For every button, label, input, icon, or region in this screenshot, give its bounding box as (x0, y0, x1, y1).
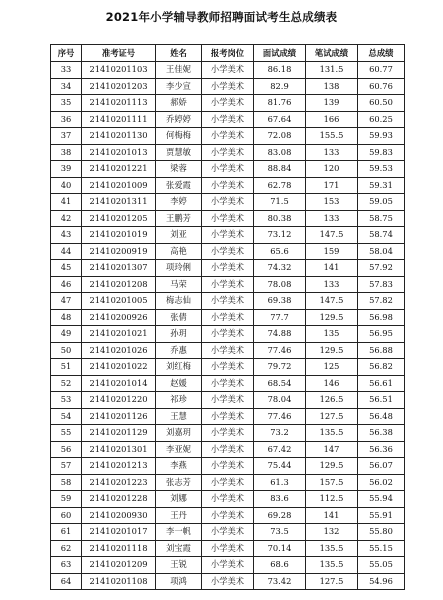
cell-seq: 44 (51, 243, 82, 260)
cell-total-score: 60.76 (358, 78, 405, 95)
cell-interview-score: 80.38 (254, 210, 306, 227)
cell-total-score: 58.75 (358, 210, 405, 227)
cell-written-score: 127.5 (306, 573, 358, 590)
cell-name: 刘娜 (156, 491, 202, 508)
table-row (51, 78, 405, 95)
table-row (51, 62, 405, 79)
cell-ticket-no: 21410201108 (82, 573, 156, 590)
table-row (51, 441, 405, 458)
cell-written-score: 132 (306, 524, 358, 541)
cell-seq: 34 (51, 78, 82, 95)
cell-total-score: 60.77 (358, 62, 405, 79)
table-row (51, 276, 405, 293)
table-row (51, 359, 405, 376)
cell-total-score: 56.61 (358, 375, 405, 392)
cell-interview-score: 73.2 (254, 425, 306, 442)
cell-position: 小学美术 (202, 194, 254, 211)
cell-position: 小学美术 (202, 260, 254, 277)
cell-interview-score: 70.14 (254, 540, 306, 557)
cell-seq: 53 (51, 392, 82, 409)
cell-interview-score: 77.7 (254, 309, 306, 326)
cell-name: 祁珍 (156, 392, 202, 409)
cell-seq: 46 (51, 276, 82, 293)
cell-written-score: 129.5 (306, 309, 358, 326)
cell-ticket-no: 21410201019 (82, 227, 156, 244)
cell-written-score: 147.5 (306, 293, 358, 310)
cell-total-score: 60.50 (358, 95, 405, 112)
cell-ticket-no: 21410201220 (82, 392, 156, 409)
cell-position: 小学美术 (202, 62, 254, 79)
cell-ticket-no: 21410200919 (82, 243, 156, 260)
cell-position: 小学美术 (202, 293, 254, 310)
cell-name: 乔婷婷 (156, 111, 202, 128)
cell-seq: 40 (51, 177, 82, 194)
scores-table (50, 44, 405, 590)
cell-ticket-no: 21410201118 (82, 540, 156, 557)
table-row (51, 128, 405, 145)
cell-ticket-no: 21410200926 (82, 309, 156, 326)
cell-ticket-no: 21410201005 (82, 293, 156, 310)
cell-seq: 58 (51, 474, 82, 491)
cell-position: 小学美术 (202, 392, 254, 409)
cell-ticket-no: 21410201126 (82, 408, 156, 425)
cell-total-score: 56.07 (358, 458, 405, 475)
cell-total-score: 57.83 (358, 276, 405, 293)
cell-name: 项玲俐 (156, 260, 202, 277)
cell-total-score: 59.93 (358, 128, 405, 145)
cell-name: 王鹏芳 (156, 210, 202, 227)
cell-interview-score: 77.46 (254, 408, 306, 425)
cell-position: 小学美术 (202, 144, 254, 161)
cell-ticket-no: 21410201130 (82, 128, 156, 145)
table-row (51, 309, 405, 326)
cell-position: 小学美术 (202, 458, 254, 475)
cell-name: 高艳 (156, 243, 202, 260)
cell-name: 乔惠 (156, 342, 202, 359)
cell-interview-score: 67.42 (254, 441, 306, 458)
cell-position: 小学美术 (202, 557, 254, 574)
cell-ticket-no: 21410201205 (82, 210, 156, 227)
cell-written-score: 157.5 (306, 474, 358, 491)
table-row (51, 144, 405, 161)
cell-total-score: 59.53 (358, 161, 405, 178)
table-row (51, 458, 405, 475)
header-name: 姓名 (156, 45, 202, 62)
cell-seq: 37 (51, 128, 82, 145)
header-written-score: 笔试成绩 (306, 45, 358, 62)
cell-total-score: 55.94 (358, 491, 405, 508)
cell-name: 刘亚 (156, 227, 202, 244)
table-row (51, 557, 405, 574)
cell-position: 小学美术 (202, 540, 254, 557)
table-body (51, 62, 405, 590)
cell-ticket-no: 21410201021 (82, 326, 156, 343)
cell-name: 马荣 (156, 276, 202, 293)
cell-ticket-no: 21410201228 (82, 491, 156, 508)
cell-total-score: 58.04 (358, 243, 405, 260)
cell-total-score: 56.02 (358, 474, 405, 491)
cell-total-score: 56.51 (358, 392, 405, 409)
cell-position: 小学美术 (202, 177, 254, 194)
cell-ticket-no: 21410201026 (82, 342, 156, 359)
table-row (51, 210, 405, 227)
cell-written-score: 139 (306, 95, 358, 112)
cell-total-score: 59.83 (358, 144, 405, 161)
cell-position: 小学美术 (202, 441, 254, 458)
table-row (51, 408, 405, 425)
cell-written-score: 155.5 (306, 128, 358, 145)
cell-name: 李亚妮 (156, 441, 202, 458)
cell-position: 小学美术 (202, 408, 254, 425)
cell-total-score: 58.74 (358, 227, 405, 244)
cell-interview-score: 68.6 (254, 557, 306, 574)
cell-name: 贾慧敏 (156, 144, 202, 161)
cell-seq: 41 (51, 194, 82, 211)
cell-written-score: 135.5 (306, 557, 358, 574)
cell-total-score: 56.82 (358, 359, 405, 376)
cell-name: 张倩 (156, 309, 202, 326)
cell-interview-score: 71.5 (254, 194, 306, 211)
cell-position: 小学美术 (202, 375, 254, 392)
cell-total-score: 55.05 (358, 557, 405, 574)
cell-interview-score: 73.42 (254, 573, 306, 590)
cell-written-score: 126.5 (306, 392, 358, 409)
cell-written-score: 133 (306, 276, 358, 293)
cell-interview-score: 83.08 (254, 144, 306, 161)
table-row (51, 491, 405, 508)
cell-ticket-no: 21410201022 (82, 359, 156, 376)
cell-total-score: 57.92 (358, 260, 405, 277)
cell-position: 小学美术 (202, 95, 254, 112)
cell-interview-score: 79.72 (254, 359, 306, 376)
table-row (51, 326, 405, 343)
cell-ticket-no: 21410201209 (82, 557, 156, 574)
cell-position: 小学美术 (202, 524, 254, 541)
cell-written-score: 141 (306, 507, 358, 524)
cell-ticket-no: 21410201013 (82, 144, 156, 161)
cell-seq: 51 (51, 359, 82, 376)
table-row (51, 342, 405, 359)
header-ticket-no: 准考证号 (82, 45, 156, 62)
cell-ticket-no: 21410201208 (82, 276, 156, 293)
cell-seq: 49 (51, 326, 82, 343)
cell-name: 王慧 (156, 408, 202, 425)
cell-ticket-no: 21410201307 (82, 260, 156, 277)
table-row (51, 95, 405, 112)
cell-ticket-no: 21410201111 (82, 111, 156, 128)
cell-name: 刘嘉玥 (156, 425, 202, 442)
cell-written-score: 135 (306, 326, 358, 343)
header-position: 报考岗位 (202, 45, 254, 62)
table-row (51, 524, 405, 541)
cell-interview-score: 88.84 (254, 161, 306, 178)
cell-written-score: 131.5 (306, 62, 358, 79)
cell-interview-score: 82.9 (254, 78, 306, 95)
cell-total-score: 55.15 (358, 540, 405, 557)
table-header-row (51, 45, 405, 62)
cell-position: 小学美术 (202, 425, 254, 442)
cell-written-score: 112.5 (306, 491, 358, 508)
table-row (51, 425, 405, 442)
cell-written-score: 159 (306, 243, 358, 260)
cell-written-score: 129.5 (306, 342, 358, 359)
cell-seq: 57 (51, 458, 82, 475)
cell-name: 项鸿 (156, 573, 202, 590)
cell-seq: 33 (51, 62, 82, 79)
cell-seq: 45 (51, 260, 82, 277)
cell-position: 小学美术 (202, 243, 254, 260)
cell-seq: 48 (51, 309, 82, 326)
cell-name: 王丹 (156, 507, 202, 524)
cell-name: 李燕 (156, 458, 202, 475)
cell-seq: 56 (51, 441, 82, 458)
cell-ticket-no: 21410201113 (82, 95, 156, 112)
cell-position: 小学美术 (202, 78, 254, 95)
header-total-score: 总成绩 (358, 45, 405, 62)
cell-position: 小学美术 (202, 491, 254, 508)
cell-total-score: 55.91 (358, 507, 405, 524)
table-row (51, 474, 405, 491)
cell-position: 小学美术 (202, 359, 254, 376)
cell-total-score: 56.38 (358, 425, 405, 442)
cell-ticket-no: 21410201223 (82, 474, 156, 491)
cell-written-score: 125 (306, 359, 358, 376)
cell-written-score: 147.5 (306, 227, 358, 244)
cell-position: 小学美术 (202, 128, 254, 145)
cell-ticket-no: 21410201311 (82, 194, 156, 211)
cell-written-score: 147 (306, 441, 358, 458)
cell-seq: 47 (51, 293, 82, 310)
cell-seq: 36 (51, 111, 82, 128)
table-row (51, 293, 405, 310)
cell-interview-score: 67.64 (254, 111, 306, 128)
table-row (51, 227, 405, 244)
cell-written-score: 135.5 (306, 425, 358, 442)
cell-ticket-no: 21410201301 (82, 441, 156, 458)
cell-position: 小学美术 (202, 342, 254, 359)
cell-total-score: 56.98 (358, 309, 405, 326)
cell-name: 何梅梅 (156, 128, 202, 145)
cell-ticket-no: 21410201221 (82, 161, 156, 178)
cell-total-score: 56.48 (358, 408, 405, 425)
table-row (51, 161, 405, 178)
cell-seq: 42 (51, 210, 82, 227)
cell-interview-score: 74.32 (254, 260, 306, 277)
cell-ticket-no: 21410201103 (82, 62, 156, 79)
cell-written-score: 129.5 (306, 458, 358, 475)
cell-seq: 50 (51, 342, 82, 359)
cell-interview-score: 69.38 (254, 293, 306, 310)
cell-name: 赵媛 (156, 375, 202, 392)
cell-seq: 52 (51, 375, 82, 392)
cell-position: 小学美术 (202, 507, 254, 524)
cell-ticket-no: 21410200930 (82, 507, 156, 524)
cell-written-score: 127.5 (306, 408, 358, 425)
cell-interview-score: 61.3 (254, 474, 306, 491)
cell-seq: 64 (51, 573, 82, 590)
cell-interview-score: 73.12 (254, 227, 306, 244)
cell-position: 小学美术 (202, 227, 254, 244)
cell-name: 刘红梅 (156, 359, 202, 376)
cell-ticket-no: 21410201014 (82, 375, 156, 392)
cell-name: 郝娇 (156, 95, 202, 112)
cell-written-score: 171 (306, 177, 358, 194)
cell-name: 李一帆 (156, 524, 202, 541)
cell-interview-score: 83.6 (254, 491, 306, 508)
cell-interview-score: 65.6 (254, 243, 306, 260)
table-row (51, 177, 405, 194)
cell-total-score: 54.96 (358, 573, 405, 590)
cell-total-score: 56.88 (358, 342, 405, 359)
cell-written-score: 133 (306, 144, 358, 161)
cell-total-score: 60.25 (358, 111, 405, 128)
cell-seq: 55 (51, 425, 82, 442)
cell-written-score: 138 (306, 78, 358, 95)
cell-name: 刘宝霞 (156, 540, 202, 557)
cell-position: 小学美术 (202, 309, 254, 326)
cell-written-score: 120 (306, 161, 358, 178)
cell-interview-score: 68.54 (254, 375, 306, 392)
cell-seq: 62 (51, 540, 82, 557)
cell-ticket-no: 21410201213 (82, 458, 156, 475)
cell-ticket-no: 21410201203 (82, 78, 156, 95)
cell-ticket-no: 21410201009 (82, 177, 156, 194)
table-row (51, 540, 405, 557)
cell-total-score: 57.82 (358, 293, 405, 310)
cell-interview-score: 69.28 (254, 507, 306, 524)
cell-name: 孙玥 (156, 326, 202, 343)
cell-position: 小学美术 (202, 326, 254, 343)
cell-position: 小学美术 (202, 276, 254, 293)
cell-written-score: 141 (306, 260, 358, 277)
cell-position: 小学美术 (202, 111, 254, 128)
cell-total-score: 59.31 (358, 177, 405, 194)
cell-interview-score: 74.88 (254, 326, 306, 343)
cell-written-score: 135.5 (306, 540, 358, 557)
cell-position: 小学美术 (202, 161, 254, 178)
cell-name: 李少宣 (156, 78, 202, 95)
cell-interview-score: 78.04 (254, 392, 306, 409)
cell-total-score: 56.95 (358, 326, 405, 343)
table-row (51, 507, 405, 524)
cell-name: 张志芳 (156, 474, 202, 491)
table-row (51, 375, 405, 392)
cell-name: 张爱霞 (156, 177, 202, 194)
cell-seq: 54 (51, 408, 82, 425)
cell-seq: 35 (51, 95, 82, 112)
cell-name: 梁蓉 (156, 161, 202, 178)
cell-seq: 59 (51, 491, 82, 508)
cell-position: 小学美术 (202, 573, 254, 590)
cell-written-score: 146 (306, 375, 358, 392)
header-interview-score: 面试成绩 (254, 45, 306, 62)
cell-seq: 61 (51, 524, 82, 541)
cell-position: 小学美术 (202, 474, 254, 491)
table-row (51, 194, 405, 211)
cell-name: 李婷 (156, 194, 202, 211)
cell-written-score: 133 (306, 210, 358, 227)
cell-written-score: 166 (306, 111, 358, 128)
cell-interview-score: 72.08 (254, 128, 306, 145)
cell-interview-score: 62.78 (254, 177, 306, 194)
table-row (51, 111, 405, 128)
document-title: 2021年小学辅导教师招聘面试考生总成绩表 (105, 10, 338, 24)
cell-interview-score: 75.44 (254, 458, 306, 475)
cell-ticket-no: 21410201017 (82, 524, 156, 541)
cell-written-score: 153 (306, 194, 358, 211)
cell-seq: 63 (51, 557, 82, 574)
cell-seq: 60 (51, 507, 82, 524)
table-row (51, 260, 405, 277)
cell-interview-score: 86.18 (254, 62, 306, 79)
cell-total-score: 59.05 (358, 194, 405, 211)
cell-interview-score: 78.08 (254, 276, 306, 293)
cell-interview-score: 77.46 (254, 342, 306, 359)
cell-seq: 43 (51, 227, 82, 244)
header-seq: 序号 (51, 45, 82, 62)
cell-name: 王锐 (156, 557, 202, 574)
table-row (51, 243, 405, 260)
cell-position: 小学美术 (202, 210, 254, 227)
cell-ticket-no: 21410201129 (82, 425, 156, 442)
cell-seq: 38 (51, 144, 82, 161)
cell-total-score: 55.80 (358, 524, 405, 541)
table-row (51, 573, 405, 590)
cell-name: 王佳妮 (156, 62, 202, 79)
table-row (51, 392, 405, 409)
cell-interview-score: 73.5 (254, 524, 306, 541)
cell-interview-score: 81.76 (254, 95, 306, 112)
cell-total-score: 56.36 (358, 441, 405, 458)
cell-seq: 39 (51, 161, 82, 178)
cell-name: 梅志仙 (156, 293, 202, 310)
